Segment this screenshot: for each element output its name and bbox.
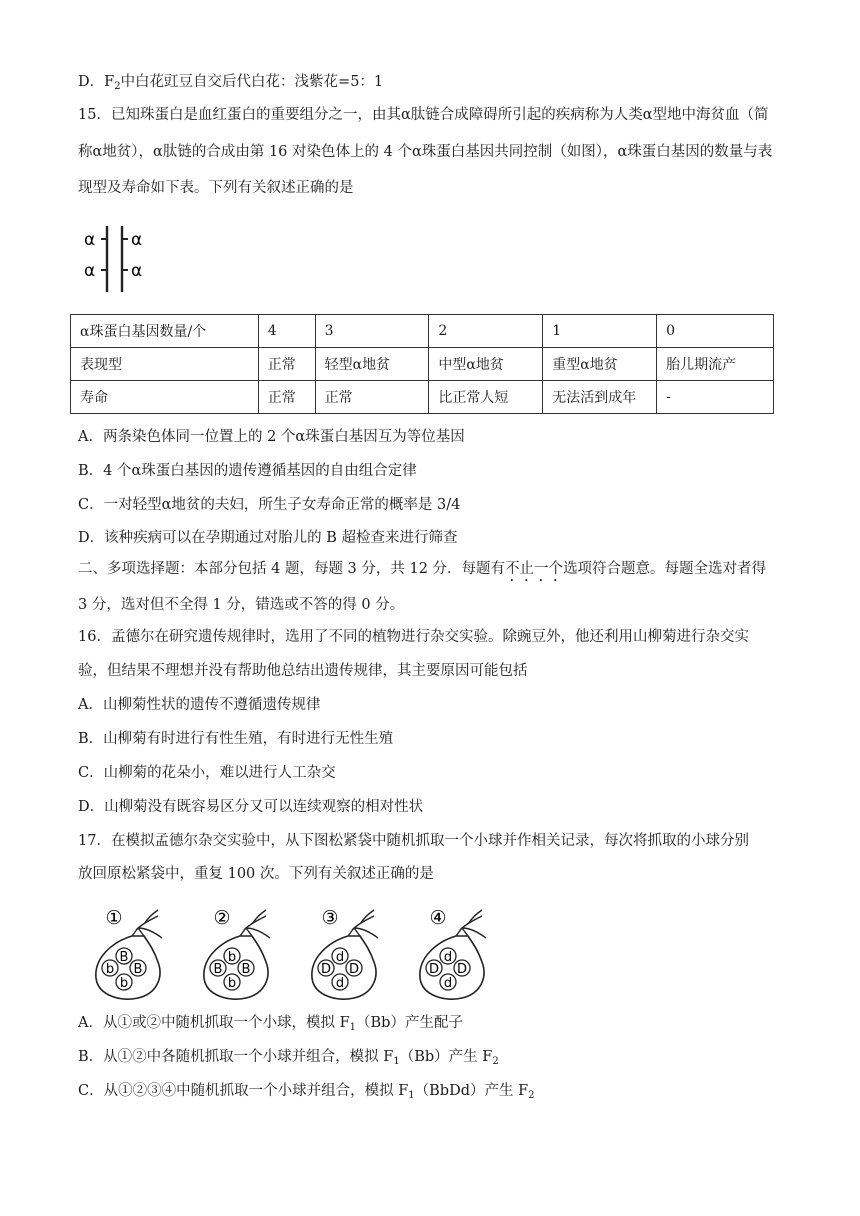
- ball-label: d: [335, 976, 345, 991]
- text: （Bb）产生配子: [356, 1015, 463, 1031]
- gene-label: α: [131, 261, 143, 281]
- text: （BbDd）产生 F: [414, 1083, 529, 1099]
- text: 二、多项选择题：本部分包括 4 题，每题 3 分，共 12 分．每题有: [78, 561, 506, 577]
- genotype-table: [70, 314, 774, 414]
- table-cell: 比正常人短: [429, 381, 543, 414]
- table-cell: 轻型α地贫: [315, 348, 429, 381]
- chromosome-diagram: [82, 222, 162, 294]
- bag-4: [416, 898, 506, 1006]
- q15-option-c: C．一对轻型α地贫的夫妇，所生子女寿命正常的概率是 3/4: [78, 497, 461, 513]
- q15-option-d: D．该种疾病可以在孕期通过对胎儿的 B 超检查来进行筛查: [78, 530, 458, 546]
- text: 中白花豇豆自交后代白花：浅紫花=5：1: [120, 74, 384, 90]
- q16-stem-line1: 16．孟德尔在研究遗传规律时，选用了不同的植物进行杂交实验。除豌豆外，他还利用山柳菊进行杂交实: [78, 629, 749, 645]
- q16-option-c: C．山柳菊的花朵小，难以进行人工杂交: [78, 765, 336, 781]
- subscript: 1: [349, 1022, 357, 1033]
- ball-label: D: [348, 962, 360, 977]
- ball-label: D: [320, 962, 332, 977]
- subscript: 2: [114, 81, 121, 92]
- table-row: [71, 348, 774, 381]
- table-cell: 正常: [258, 381, 315, 414]
- bag-3: [308, 898, 398, 1006]
- table-cell: 中型α地贫: [429, 348, 543, 381]
- q15-option-b: B．4 个α珠蛋白基因的遗传遵循基因的自由组合定律: [78, 463, 417, 479]
- bag-tie: [348, 910, 378, 938]
- bag-1: [92, 898, 182, 1006]
- ball-label: d: [443, 950, 453, 965]
- subscript: 2: [492, 1056, 499, 1067]
- bag-label: ①: [105, 907, 123, 929]
- bags-figure: [92, 898, 512, 1006]
- table-row: [71, 315, 774, 348]
- subscript: 1: [393, 1056, 400, 1067]
- q16-option-a: A．山柳菊性状的遗传不遵循遗传规律: [78, 697, 321, 713]
- bag-tie: [240, 910, 270, 938]
- table-cell: 表现型: [71, 348, 259, 381]
- table-cell: 4: [258, 315, 315, 348]
- ball-label: b: [105, 962, 115, 977]
- ball-label: B: [119, 950, 129, 965]
- table-cell: 正常: [315, 381, 429, 414]
- bag-tie: [456, 910, 486, 938]
- option-d-prev: [78, 72, 383, 92]
- section2-instructions-line2: 3 分，选对但不全得 1 分，错选或不答的得 0 分。: [78, 597, 405, 613]
- table-cell: 寿命: [71, 381, 259, 414]
- table-row: [71, 381, 774, 414]
- bag-tie: [132, 910, 162, 938]
- ball-label: B: [133, 962, 143, 977]
- ball-label: d: [335, 950, 345, 965]
- q17-option-c: [78, 1081, 535, 1101]
- text: 选项符合题意。每题全选对者得: [563, 561, 767, 577]
- subscript: 2: [528, 1090, 535, 1101]
- table-cell: 无法活到成年: [543, 381, 657, 414]
- table-cell: -: [657, 381, 774, 414]
- section2-instructions-line1: [78, 559, 766, 585]
- q17-stem-line1: 17．在模拟孟德尔杂交实验中，从下图松紧袋中随机抓取一个小球并作相关记录，每次将抓取的小球分别: [78, 833, 749, 849]
- gene-label: α: [131, 230, 143, 250]
- q16-option-b: B．山柳菊有时进行有性生殖，有时进行无性生殖: [78, 731, 394, 747]
- q15-stem-line2: 称α地贫），α肽链的合成由第 16 对染色体上的 4 个α珠蛋白基因共同控制（如图），α珠蛋白基因的数量与表: [78, 144, 773, 160]
- text: A．从①或②中随机抓取一个小球，模拟 F: [78, 1015, 350, 1031]
- text: D．F: [78, 74, 115, 90]
- table-cell: 0: [657, 315, 774, 348]
- table-cell: α珠蛋白基因数量/个: [71, 315, 259, 348]
- text: C．从①②③④中随机抓取一个小球并组合，模拟 F: [78, 1083, 409, 1099]
- table-cell: 胎儿期流产: [657, 348, 774, 381]
- ball-label: B: [241, 962, 251, 977]
- q17-stem-line2: 放回原松紧袋中，重复 100 次。下列有关叙述正确的是: [78, 866, 434, 882]
- table-cell: 2: [429, 315, 543, 348]
- gene-label: α: [84, 261, 96, 281]
- ball-label: d: [443, 976, 453, 991]
- table-cell: 1: [543, 315, 657, 348]
- table-cell: 正常: [258, 348, 315, 381]
- q15-option-a: A．两条染色体同一位置上的 2 个α珠蛋白基因互为等位基因: [78, 429, 465, 445]
- ball-label: D: [428, 962, 440, 977]
- subscript: 1: [408, 1090, 415, 1101]
- emphasized-text: 不止一个: [505, 561, 564, 577]
- bag-label: ④: [429, 907, 447, 929]
- table-cell: 重型α地贫: [543, 348, 657, 381]
- bag-label: ②: [213, 907, 231, 929]
- ball-label: b: [227, 950, 237, 965]
- q15-stem-line3: 现型及寿命如下表。下列有关叙述正确的是: [78, 180, 354, 196]
- q17-option-b: [78, 1047, 499, 1067]
- q15-stem-line1: 15．已知珠蛋白是血红蛋白的重要组分之一，由其α肽链合成障碍所引起的疾病称为人类α型地中海贫血（简: [78, 107, 769, 123]
- bag-label: ③: [321, 907, 339, 929]
- ball-label: D: [456, 962, 468, 977]
- gene-label: α: [84, 230, 96, 250]
- text: B．从①②中各随机抓取一个小球并组合，模拟 F: [78, 1049, 394, 1065]
- bag-2: [200, 898, 290, 1006]
- q17-option-a: [78, 1013, 463, 1033]
- table-cell: 3: [315, 315, 429, 348]
- ball-label: B: [213, 962, 223, 977]
- q16-option-d: D．山柳菊没有既容易区分又可以连续观察的相对性状: [78, 799, 424, 815]
- ball-label: b: [119, 976, 129, 991]
- text: （Bb）产生 F: [399, 1049, 493, 1065]
- ball-label: b: [227, 976, 237, 991]
- q16-stem-line2: 验，但结果不理想并没有帮助他总结出遗传规律，其主要原因可能包括: [78, 663, 528, 679]
